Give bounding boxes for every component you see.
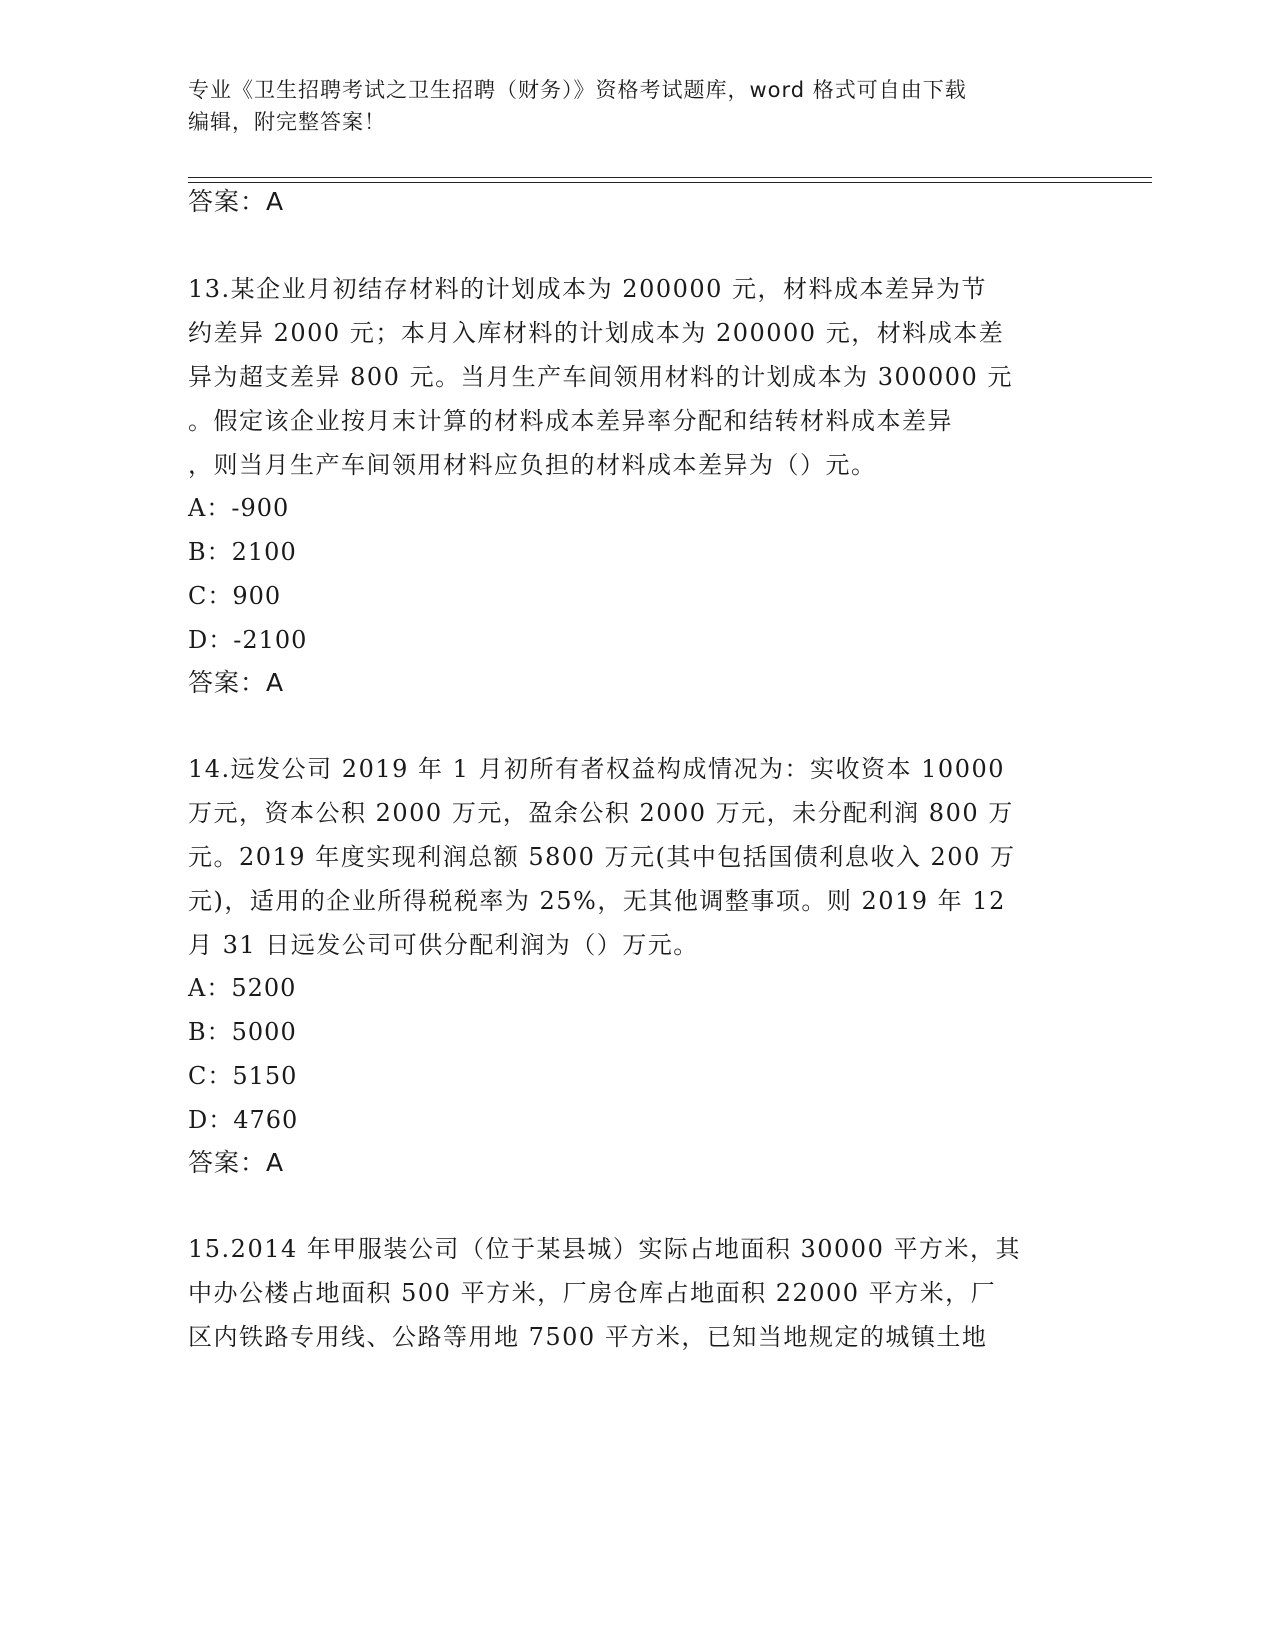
question-14-answer: 答案：A — [188, 1148, 285, 1177]
header-line-1: 专业《卫生招聘考试之卫生招聘（财务）》资格考试题库，word 格式可自由下载 — [188, 78, 967, 102]
question-13-option-b: B：2100 — [188, 538, 297, 566]
question-15-line-1: 15.2014 年甲服装公司（位于某县城）实际占地面积 30000 平方米，其 — [188, 1235, 1021, 1263]
question-13-line-4: 。假定该企业按月末计算的材料成本差异率分配和结转材料成本差异 — [188, 407, 953, 435]
question-14-line-3: 元。2019 年度实现利润总额 5800 万元(其中包括国债利息收入 200 万 — [188, 843, 1016, 871]
question-13-answer: 答案：A — [188, 668, 285, 697]
question-13-line-2: 约差异 2000 元；本月入库材料的计划成本为 200000 元，材料成本差 — [188, 319, 1005, 347]
question-14-line-2: 万元，资本公积 2000 万元，盈余公积 2000 万元，未分配利润 800 万 — [188, 799, 1014, 827]
question-14-option-c: C：5150 — [188, 1062, 298, 1090]
question-14-line-1: 14.远发公司 2019 年 1 月初所有者权益构成情况为：实收资本 10000 — [188, 755, 1006, 783]
question-14-option-d: D：4760 — [188, 1106, 299, 1134]
header-divider-bottom — [188, 182, 1152, 183]
question-13-option-c: C：900 — [188, 582, 282, 610]
previous-answer: 答案：A — [188, 187, 285, 216]
question-14-line-4: 元)，适用的企业所得税税率为 25%，无其他调整事项。则 2019 年 12 — [188, 887, 1006, 915]
header-divider-top — [188, 177, 1152, 178]
question-14-option-a: A：5200 — [188, 974, 297, 1002]
question-13-line-1: 13.某企业月初结存材料的计划成本为 200000 元，材料成本差异为节 — [188, 275, 988, 303]
question-15-line-3: 区内铁路专用线、公路等用地 7500 平方米，已知当地规定的城镇土地 — [188, 1323, 988, 1351]
document-header — [188, 74, 1088, 138]
question-14-line-5: 月 31 日远发公司可供分配利润为（）万元。 — [188, 931, 699, 959]
question-13-option-d: D：-2100 — [188, 626, 308, 654]
question-14-option-b: B：5000 — [188, 1018, 297, 1046]
header-line-2: 编辑，附完整答案！ — [188, 110, 386, 134]
question-13-option-a: A：-900 — [188, 494, 290, 522]
question-13-line-5: ，则当月生产车间领用材料应负担的材料成本差异为（）元。 — [188, 451, 877, 479]
question-13-line-3: 异为超支差异 800 元。当月生产车间领用材料的计划成本为 300000 元 — [188, 363, 1013, 391]
question-15-line-2: 中办公楼占地面积 500 平方米，厂房仓库占地面积 22000 平方米，厂 — [188, 1279, 997, 1307]
